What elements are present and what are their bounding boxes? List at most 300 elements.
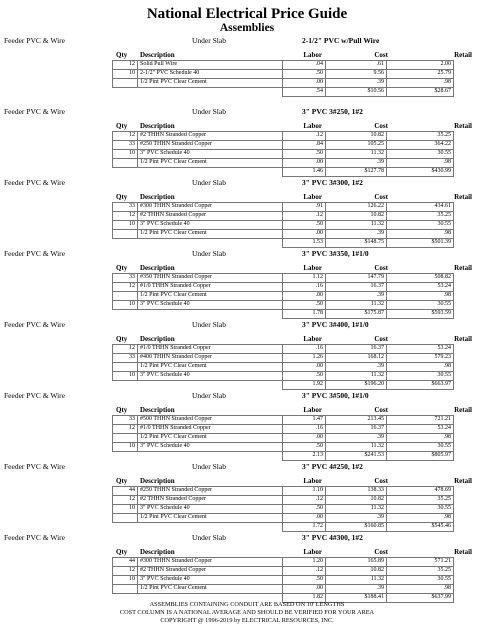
cell-qty: 10: [113, 300, 138, 309]
cell-description: 1/2 Pint PVC Clear Cement: [138, 78, 283, 87]
col-header-labor: Labor: [303, 51, 322, 59]
table-row: [113, 584, 454, 593]
cell-description: Solid Pull Wire: [138, 61, 283, 70]
section-header: [4, 461, 492, 473]
section-header: [4, 177, 492, 189]
cell-qty: [113, 513, 138, 522]
column-headers: [0, 335, 494, 344]
page-subtitle: Assemblies: [219, 22, 275, 34]
items-table: [112, 557, 454, 603]
col-header-labor: Labor: [303, 406, 322, 414]
section-header: [4, 35, 492, 47]
cell-retail: 30.55: [387, 220, 454, 229]
cell-cost: 138.33: [326, 487, 387, 496]
col-header-qty: Qty: [116, 122, 128, 130]
cell-description: #350 THHN Stranded Copper: [138, 274, 283, 283]
cell-description: 1/2 Pint PVC Clear Cement: [138, 158, 283, 167]
table-row: [113, 158, 454, 167]
cell-cost: 11.32: [326, 504, 387, 513]
cell-labor: .00: [283, 513, 326, 522]
column-headers: [0, 264, 494, 273]
cell-retail: 25.79: [387, 69, 454, 78]
cell-qty: 10: [113, 371, 138, 380]
cell-description: 1/2 Pint PVC Clear Cement: [138, 433, 283, 442]
section-subcategory: Under Slab: [192, 249, 226, 258]
cell-description: #2 THHN Stranded Copper: [138, 132, 283, 141]
total-cost: $10.56: [326, 87, 387, 96]
table-row: [113, 69, 454, 78]
table-row: [113, 203, 454, 212]
col-header-description: Description: [140, 51, 175, 59]
cell-qty: 10: [113, 442, 138, 451]
total-labor: .54: [283, 87, 326, 96]
col-header-labor: Labor: [303, 122, 322, 130]
total-row: [113, 451, 454, 460]
assembly-section: [0, 319, 494, 390]
cell-retail: 30.55: [387, 442, 454, 451]
col-header-cost: Cost: [374, 548, 388, 556]
cell-description: 1/2 Pint PVC Clear Cement: [138, 362, 283, 371]
total-cost: $175.87: [326, 309, 387, 318]
cell-labor: .12: [283, 211, 326, 220]
cell-retail: .98: [387, 291, 454, 300]
table-row: [113, 149, 454, 158]
cell-description: #1/0 THHN Stranded Copper: [138, 345, 283, 354]
assembly-section: [0, 532, 494, 603]
col-header-retail: Retail: [454, 335, 472, 343]
column-headers: [0, 193, 494, 202]
assembly-name: 3" PVC 4#300, 1#2: [302, 533, 363, 542]
section-category: Feeder PVC & Wire: [4, 391, 66, 400]
assembly-section: [0, 35, 494, 106]
total-labor: 2.13: [283, 451, 326, 460]
cell-retail: 434.61: [387, 203, 454, 212]
cell-retail: .98: [387, 584, 454, 593]
cell-qty: [113, 229, 138, 238]
col-header-description: Description: [140, 406, 175, 414]
cell-labor: .12: [283, 566, 326, 575]
total-row: [113, 309, 454, 318]
section-category: Feeder PVC & Wire: [4, 249, 66, 258]
section-category: Feeder PVC & Wire: [4, 320, 66, 329]
cell-description: #300 THHN Stranded Copper: [138, 558, 283, 567]
col-header-description: Description: [140, 335, 175, 343]
table-row: [113, 513, 454, 522]
cell-description: #2 THHN Stranded Copper: [138, 211, 283, 220]
cell-retail: 478.69: [387, 487, 454, 496]
table-row: [113, 282, 454, 291]
col-header-retail: Retail: [454, 548, 472, 556]
cell-cost: .39: [326, 584, 387, 593]
col-header-qty: Qty: [116, 51, 128, 59]
total-cost: $196.20: [326, 380, 387, 389]
cell-qty: 44: [113, 487, 138, 496]
total-row: [113, 87, 454, 96]
section-header: [4, 390, 492, 402]
total-labor: 1.78: [283, 309, 326, 318]
items-table: [112, 273, 454, 319]
cell-cost: 11.32: [326, 575, 387, 584]
table-row: [113, 353, 454, 362]
cell-labor: .16: [283, 424, 326, 433]
footer-copyright: COPYRIGHT @ 1996-2019 by ELECTRICAL RESOURCES, INC.: [160, 617, 334, 624]
footer-note-lengths: ASSEMBLIES CONTAINING CONDUIT ARE BASED ON 10' LENGTHS: [149, 601, 345, 608]
cell-description: 3" PVC Schedule 40: [138, 575, 283, 584]
table-row: [113, 345, 454, 354]
footer: [0, 601, 494, 625]
cell-cost: 147.79: [326, 274, 387, 283]
table-row: [113, 487, 454, 496]
total-retail: $501.39: [387, 238, 454, 247]
cell-qty: [113, 158, 138, 167]
cell-labor: 1.26: [283, 353, 326, 362]
cell-description: #2 THHN Stranded Copper: [138, 495, 283, 504]
assembly-name: 3" PVC 3#400, 1#1/0: [302, 320, 369, 329]
col-header-labor: Labor: [303, 335, 322, 343]
total-retail: $28.67: [387, 87, 454, 96]
cell-retail: 35.25: [387, 132, 454, 141]
section-header: [4, 248, 492, 260]
col-header-qty: Qty: [116, 406, 128, 414]
cell-retail: 571.21: [387, 558, 454, 567]
total-cost: $241.53: [326, 451, 387, 460]
table-row: [113, 61, 454, 70]
cell-retail: 35.25: [387, 495, 454, 504]
cell-cost: 16.37: [326, 282, 387, 291]
cell-qty: 12: [113, 345, 138, 354]
cell-qty: 10: [113, 504, 138, 513]
cell-qty: 12: [113, 211, 138, 220]
cell-qty: 12: [113, 566, 138, 575]
cell-qty: [113, 433, 138, 442]
section-subcategory: Under Slab: [192, 178, 226, 187]
cell-retail: 30.55: [387, 149, 454, 158]
total-labor: 1.82: [283, 593, 326, 602]
total-cost: $148.75: [326, 238, 387, 247]
col-header-labor: Labor: [303, 477, 322, 485]
cell-retail: .98: [387, 158, 454, 167]
cell-qty: 10: [113, 575, 138, 584]
col-header-cost: Cost: [374, 264, 388, 272]
total-spacer: [113, 380, 138, 389]
cell-retail: 53.24: [387, 345, 454, 354]
col-header-labor: Labor: [303, 264, 322, 272]
total-retail: $805.97: [387, 451, 454, 460]
cell-labor: .91: [283, 203, 326, 212]
total-spacer: [138, 309, 283, 318]
section-category: Feeder PVC & Wire: [4, 36, 66, 45]
col-header-cost: Cost: [374, 193, 388, 201]
cell-qty: [113, 584, 138, 593]
cell-retail: 30.55: [387, 575, 454, 584]
assembly-section: [0, 390, 494, 461]
col-header-description: Description: [140, 477, 175, 485]
cell-qty: 12: [113, 61, 138, 70]
total-spacer: [138, 87, 283, 96]
page-title: National Electrical Price Guide: [146, 6, 348, 22]
section-category: Feeder PVC & Wire: [4, 533, 66, 542]
total-labor: 1.92: [283, 380, 326, 389]
col-header-labor: Labor: [303, 193, 322, 201]
cell-retail: .98: [387, 78, 454, 87]
cell-labor: .00: [283, 584, 326, 593]
total-cost: $160.85: [326, 522, 387, 531]
section-subcategory: Under Slab: [192, 462, 226, 471]
cell-qty: 12: [113, 282, 138, 291]
assembly-name: 2-1/2" PVC w/Pull Wire: [302, 36, 380, 45]
cell-retail: .98: [387, 433, 454, 442]
column-headers: [0, 548, 494, 557]
assembly-name: 3" PVC 3#350, 1#1/0: [302, 249, 369, 258]
cell-retail: 53.24: [387, 282, 454, 291]
cell-description: #400 THHN Stranded Copper: [138, 353, 283, 362]
cell-description: #1/0 THHN Stranded Copper: [138, 424, 283, 433]
table-row: [113, 220, 454, 229]
cell-labor: .00: [283, 362, 326, 371]
col-header-cost: Cost: [374, 335, 388, 343]
cell-qty: 33: [113, 140, 138, 149]
cell-qty: 10: [113, 220, 138, 229]
cell-labor: .50: [283, 575, 326, 584]
col-header-description: Description: [140, 548, 175, 556]
section-subcategory: Under Slab: [192, 36, 226, 45]
assembly-section: [0, 248, 494, 319]
cell-cost: .39: [326, 158, 387, 167]
table-row: [113, 575, 454, 584]
col-header-labor: Labor: [303, 548, 322, 556]
cell-cost: 11.32: [326, 442, 387, 451]
total-cost: $188.41: [326, 593, 387, 602]
table-row: [113, 495, 454, 504]
col-header-qty: Qty: [116, 548, 128, 556]
cell-description: 1/2 Pint PVC Clear Cement: [138, 291, 283, 300]
table-row: [113, 424, 454, 433]
cell-labor: .84: [283, 140, 326, 149]
cell-retail: 508.82: [387, 274, 454, 283]
col-header-retail: Retail: [454, 193, 472, 201]
total-row: [113, 380, 454, 389]
cell-cost: 11.32: [326, 300, 387, 309]
assembly-name: 3" PVC 3#500, 1#1/0: [302, 391, 369, 400]
cell-cost: 11.32: [326, 371, 387, 380]
cell-cost: .39: [326, 78, 387, 87]
col-header-cost: Cost: [374, 122, 388, 130]
table-row: [113, 558, 454, 567]
cell-labor: .04: [283, 61, 326, 70]
table-row: [113, 566, 454, 575]
table-row: [113, 211, 454, 220]
cell-description: 3" PVC Schedule 40: [138, 220, 283, 229]
total-row: [113, 522, 454, 531]
col-header-description: Description: [140, 122, 175, 130]
section-category: Feeder PVC & Wire: [4, 107, 66, 116]
column-headers: [0, 477, 494, 486]
total-retail: $593.59: [387, 309, 454, 318]
assembly-sections: [0, 35, 494, 603]
total-spacer: [113, 167, 138, 176]
total-retail: $430.99: [387, 167, 454, 176]
section-category: Feeder PVC & Wire: [4, 178, 66, 187]
cell-cost: 16.37: [326, 424, 387, 433]
cell-description: 2-1/2" PVC Schedule 40: [138, 69, 283, 78]
section-header: [4, 106, 492, 118]
total-retail: $637.99: [387, 593, 454, 602]
section-subcategory: Under Slab: [192, 107, 226, 116]
cell-retail: 30.55: [387, 300, 454, 309]
col-header-qty: Qty: [116, 193, 128, 201]
cell-description: 3" PVC Schedule 40: [138, 504, 283, 513]
cell-labor: .50: [283, 149, 326, 158]
total-spacer: [138, 167, 283, 176]
table-row: [113, 132, 454, 141]
cell-labor: .12: [283, 132, 326, 141]
total-retail: $663.97: [387, 380, 454, 389]
cell-cost: 105.25: [326, 140, 387, 149]
assembly-section: [0, 461, 494, 532]
total-cost: $127.78: [326, 167, 387, 176]
cell-labor: .00: [283, 229, 326, 238]
total-spacer: [113, 87, 138, 96]
cell-cost: 165.89: [326, 558, 387, 567]
col-header-qty: Qty: [116, 335, 128, 343]
total-spacer: [113, 522, 138, 531]
total-spacer: [113, 309, 138, 318]
col-header-cost: Cost: [374, 51, 388, 59]
total-labor: 1.46: [283, 167, 326, 176]
col-header-retail: Retail: [454, 122, 472, 130]
table-row: [113, 291, 454, 300]
cell-cost: 9.56: [326, 69, 387, 78]
cell-retail: 579.23: [387, 353, 454, 362]
assembly-section: [0, 106, 494, 177]
items-table: [112, 486, 454, 532]
total-retail: $545.46: [387, 522, 454, 531]
cell-retail: 35.25: [387, 566, 454, 575]
cell-description: #250 THHN Stranded Copper: [138, 140, 283, 149]
cell-description: 3" PVC Schedule 40: [138, 149, 283, 158]
cell-retail: 30.55: [387, 371, 454, 380]
col-header-cost: Cost: [374, 477, 388, 485]
cell-description: 3" PVC Schedule 40: [138, 371, 283, 380]
cell-description: 1/2 Pint PVC Clear Cement: [138, 229, 283, 238]
cell-retail: 30.55: [387, 504, 454, 513]
cell-description: #250 THHN Stranded Copper: [138, 487, 283, 496]
cell-cost: .39: [326, 229, 387, 238]
cell-cost: 10.82: [326, 211, 387, 220]
column-headers: [0, 51, 494, 60]
cell-qty: 33: [113, 274, 138, 283]
table-row: [113, 300, 454, 309]
total-row: [113, 167, 454, 176]
cell-labor: .16: [283, 345, 326, 354]
cell-cost: 10.82: [326, 566, 387, 575]
cell-labor: .00: [283, 78, 326, 87]
cell-qty: 10: [113, 149, 138, 158]
table-row: [113, 274, 454, 283]
cell-qty: 44: [113, 558, 138, 567]
cell-retail: .98: [387, 513, 454, 522]
total-spacer: [113, 238, 138, 247]
cell-qty: 12: [113, 132, 138, 141]
cell-qty: [113, 78, 138, 87]
cell-cost: 10.82: [326, 495, 387, 504]
assembly-name: 3" PVC 3#250, 1#2: [302, 107, 363, 116]
cell-labor: 1.20: [283, 558, 326, 567]
items-table: [112, 131, 454, 177]
cell-cost: .39: [326, 291, 387, 300]
section-category: Feeder PVC & Wire: [4, 462, 66, 471]
cell-cost: .39: [326, 433, 387, 442]
cell-labor: .12: [283, 495, 326, 504]
column-headers: [0, 406, 494, 415]
assembly-section: [0, 177, 494, 248]
cell-description: 3" PVC Schedule 40: [138, 300, 283, 309]
table-row: [113, 442, 454, 451]
cell-labor: .00: [283, 291, 326, 300]
section-subcategory: Under Slab: [192, 320, 226, 329]
cell-retail: 364.22: [387, 140, 454, 149]
cell-qty: 33: [113, 353, 138, 362]
col-header-qty: Qty: [116, 264, 128, 272]
table-row: [113, 433, 454, 442]
table-row: [113, 362, 454, 371]
cell-labor: .00: [283, 433, 326, 442]
col-header-description: Description: [140, 264, 175, 272]
table-row: [113, 229, 454, 238]
cell-cost: 168.12: [326, 353, 387, 362]
cell-labor: .16: [283, 282, 326, 291]
section-subcategory: Under Slab: [192, 391, 226, 400]
cell-cost: 10.82: [326, 132, 387, 141]
cell-cost: .61: [326, 61, 387, 70]
cell-labor: 1.12: [283, 274, 326, 283]
cell-description: 1/2 Pint PVC Clear Cement: [138, 513, 283, 522]
col-header-retail: Retail: [454, 406, 472, 414]
footer-note-cost: COST COLUMN IS A NATIONAL AVERAGE AND SHOULD BE VERIFIED FOR YOUR AREA: [119, 609, 375, 616]
section-subcategory: Under Slab: [192, 533, 226, 542]
total-row: [113, 238, 454, 247]
cell-cost: 213.45: [326, 416, 387, 425]
cell-qty: 33: [113, 203, 138, 212]
total-spacer: [138, 522, 283, 531]
total-labor: 1.53: [283, 238, 326, 247]
cell-qty: [113, 362, 138, 371]
total-spacer: [138, 380, 283, 389]
cell-description: #2 THHN Stranded Copper: [138, 566, 283, 575]
cell-labor: .50: [283, 220, 326, 229]
cell-retail: 2.00: [387, 61, 454, 70]
cell-cost: 11.32: [326, 220, 387, 229]
table-row: [113, 416, 454, 425]
total-spacer: [113, 451, 138, 460]
cell-retail: 721.21: [387, 416, 454, 425]
cell-description: #300 THHN Stranded Copper: [138, 203, 283, 212]
col-header-retail: Retail: [454, 477, 472, 485]
cell-retail: 35.25: [387, 211, 454, 220]
cell-description: 3" PVC Schedule 40: [138, 442, 283, 451]
col-header-cost: Cost: [374, 406, 388, 414]
col-header-description: Description: [140, 193, 175, 201]
cell-description: #500 THHN Stranded Copper: [138, 416, 283, 425]
table-row: [113, 78, 454, 87]
cell-cost: 126.22: [326, 203, 387, 212]
cell-labor: .50: [283, 69, 326, 78]
column-headers: [0, 122, 494, 131]
cell-labor: .00: [283, 158, 326, 167]
items-table: [112, 202, 454, 248]
cell-cost: .39: [326, 362, 387, 371]
cell-labor: .50: [283, 300, 326, 309]
